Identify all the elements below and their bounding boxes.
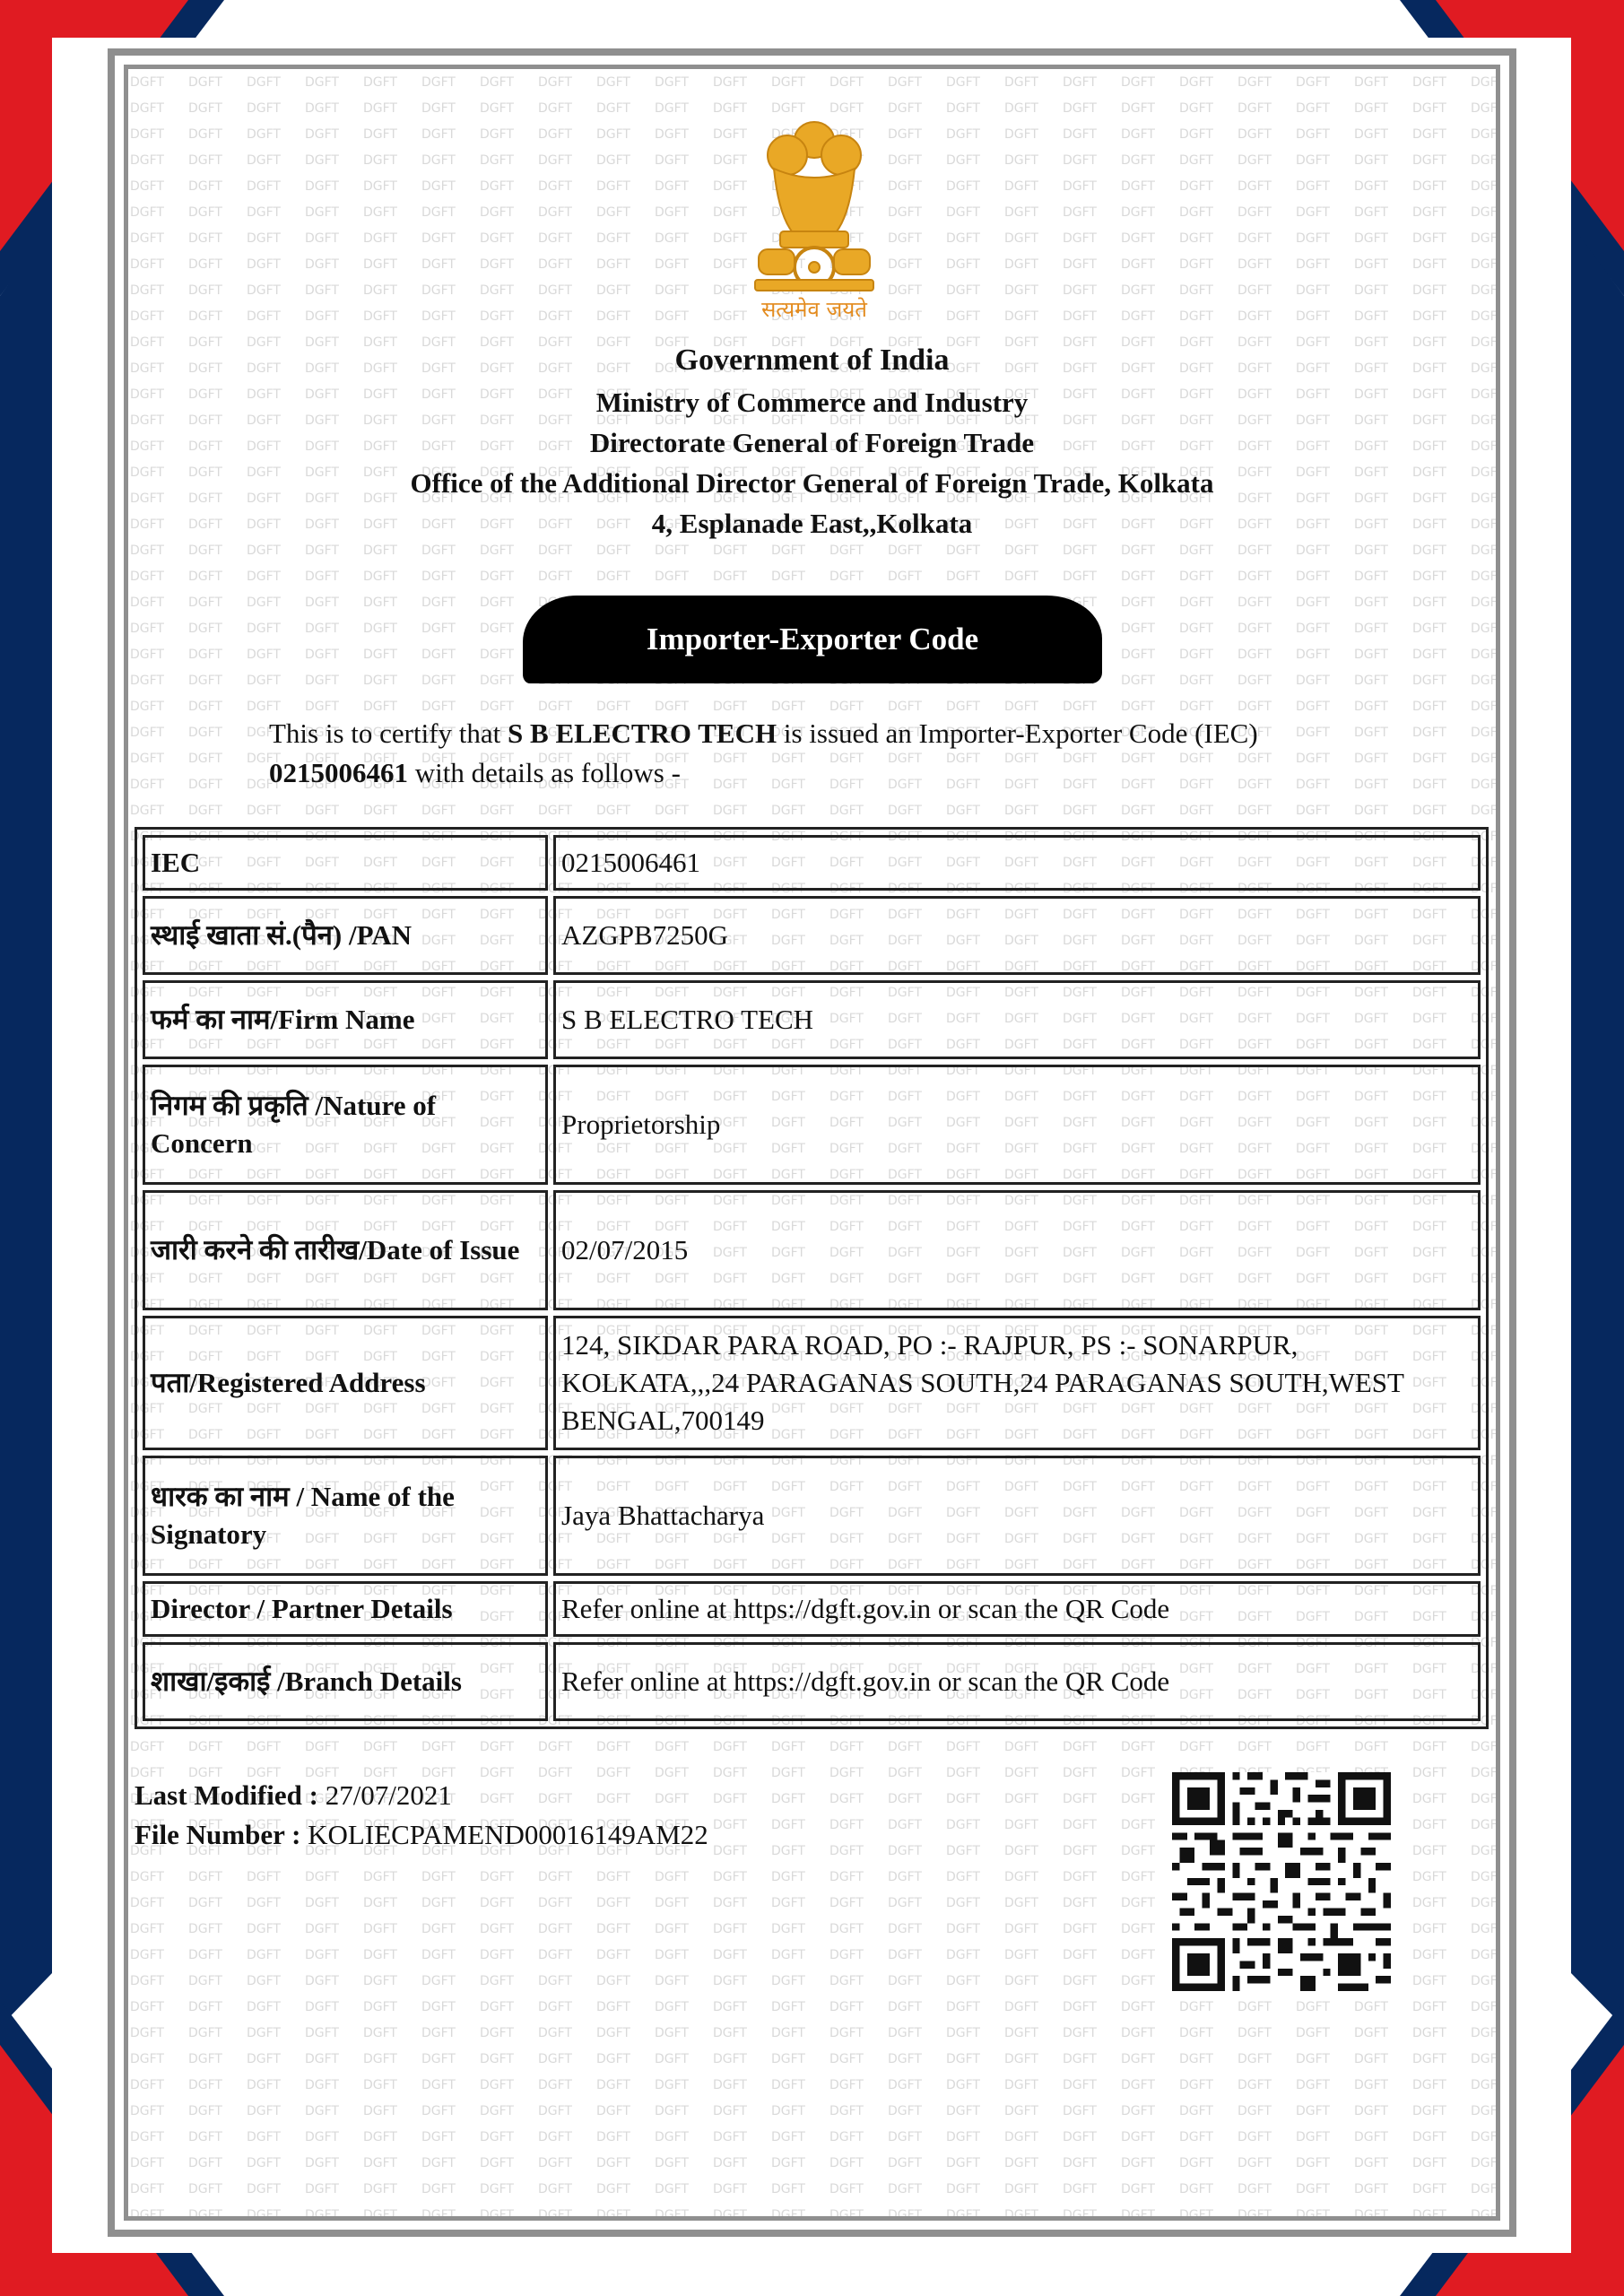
detail-label: धारक का नाम / Name of the Signatory [143,1456,548,1576]
detail-label: निगम की प्रकृति /Nature of Concern [143,1065,548,1185]
table-row [143,896,1481,975]
table-row [143,1456,1481,1576]
file-number-value: KOLIECPAMEND00016149AM22 [308,1819,708,1850]
detail-label: फर्म का नाम/Firm Name [143,980,548,1059]
last-modified-label: Last Modified : [135,1779,326,1811]
national-emblem-icon [743,115,886,294]
detail-value: 124, SIKDAR PARA ROAD, PO :- RAJPUR, PS :- SONARPUR, KOLKATA,,,24 PARAGANAS SOUTH,24 PARAGANAS SOUTH,WEST BENGAL,700149 [553,1316,1481,1450]
detail-label: पता/Registered Address [143,1316,548,1450]
directorate-title: Directorate General of Foreign Trade [589,427,1035,458]
national-emblem [743,115,886,326]
detail-label: शाखा/इकाई /Branch Details [143,1642,548,1721]
certificate-title-banner [523,596,1102,683]
table-row [143,1065,1481,1185]
detail-label: Director / Partner Details [143,1581,548,1637]
ministry-title: Ministry of Commerce and Industry [595,387,1029,418]
certify-firm-name: S B ELECTRO TECH [508,718,777,749]
table-row [143,1316,1481,1450]
certify-iec: 0215006461 [269,757,408,788]
qr-code-icon[interactable] [1172,1772,1391,1991]
last-modified-value: 27/07/2021 [325,1779,452,1811]
detail-value: AZGPB7250G [553,896,1481,975]
file-number-label: File Number : [135,1819,308,1850]
government-title: Government of India [674,344,950,377]
certify-middle: is issued an Importer-Exporter Code (IEC) [777,718,1258,749]
certificate-title: Importer-Exporter Code [646,622,979,657]
detail-value: 02/07/2015 [553,1190,1481,1310]
detail-value: Jaya Bhattacharya [553,1456,1481,1576]
office-address: 4, Esplanade East,,Kolkata [651,508,973,539]
detail-value: S B ELECTRO TECH [553,980,1481,1059]
detail-value: Refer online at https://dgft.gov.in or scan the QR Code [553,1581,1481,1637]
details-table [135,827,1489,1729]
detail-label: जारी करने की तारीख/Date of Issue [143,1190,548,1310]
detail-value: Refer online at https://dgft.gov.in or scan the QR Code [553,1642,1481,1721]
table-row [143,835,1481,891]
detail-label: IEC [143,835,548,891]
table-row [143,980,1481,1059]
issuing-authority-header [269,339,1355,544]
record-footer [135,1776,708,1855]
table-row [143,1581,1481,1637]
detail-value: 0215006461 [553,835,1481,891]
file-number-line [135,1815,708,1855]
detail-value: Proprietorship [553,1065,1481,1185]
office-title: Office of the Additional Director General of Foreign Trade, Kolkata [410,467,1214,499]
table-row [143,1642,1481,1721]
certify-prefix: This is to certify that [269,718,508,749]
detail-label: स्थाई खाता सं.(पैन) /PAN [143,896,548,975]
certify-suffix: with details as follows - [408,757,681,788]
table-row [143,1190,1481,1310]
certify-statement [269,714,1372,793]
last-modified-line [135,1776,708,1815]
emblem-motto: सत्यमेव जयते [761,297,867,322]
